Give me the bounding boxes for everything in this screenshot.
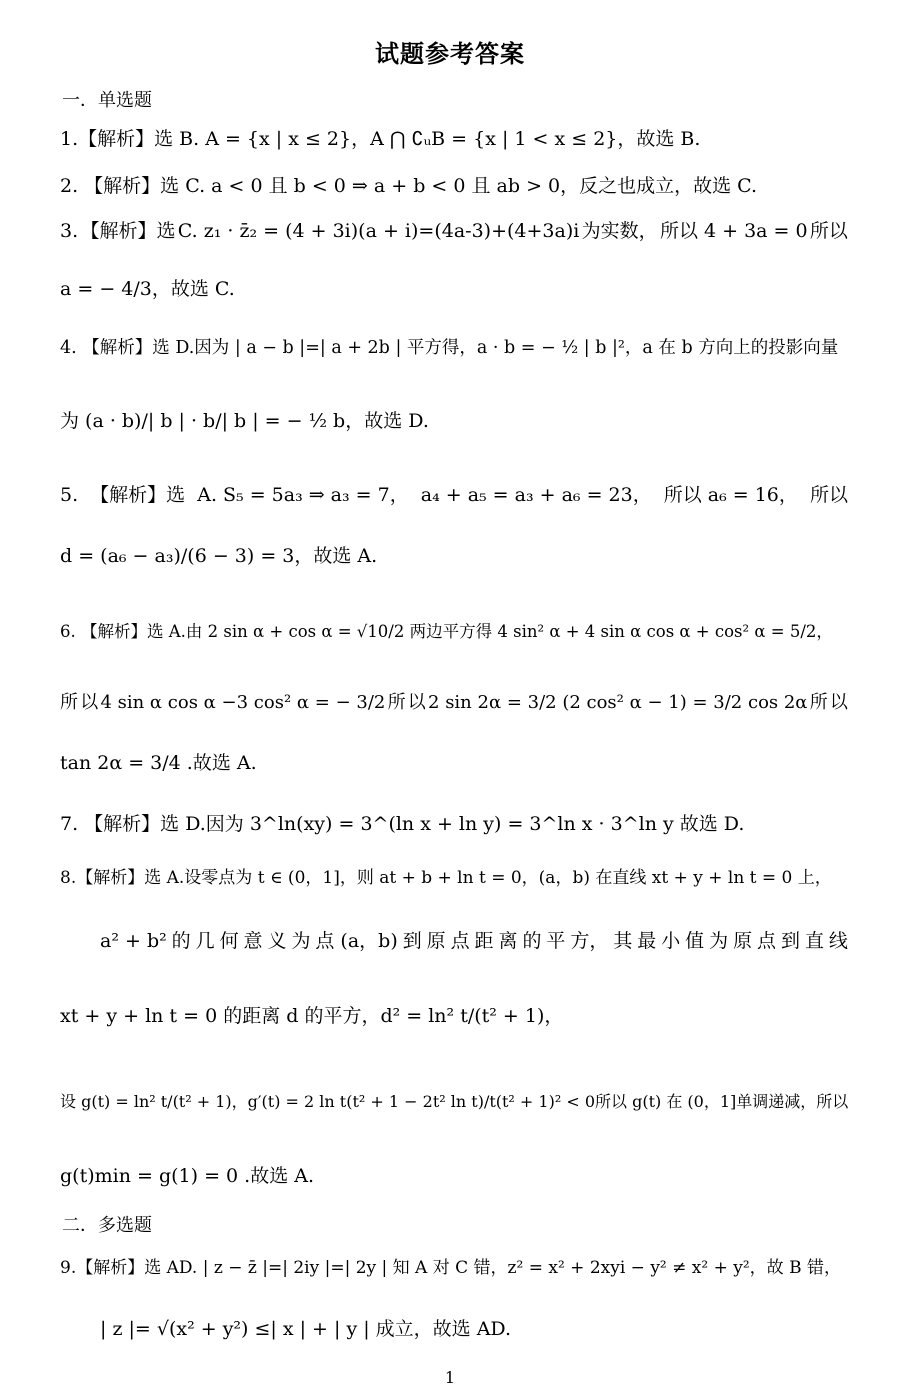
answer-8-seg: 到 [402,930,422,952]
answer-6-seg: 2 sin 2α = 3/2 (2 cos² α − 1) = 3/2 cos 2α [428,692,808,713]
answer-8-seg: 小 [661,930,681,952]
answer-5-line-2: d = (a₆ − a₃)/(6 − 3) = 3，故选 A. [60,545,378,567]
answer-6-seg: 以 [829,692,848,713]
answer-5-seg: 【解析】选 [90,484,186,506]
answer-8-seg: 原 [733,930,753,952]
answer-3-line-1 [60,220,848,243]
answer-6-seg: 所 [60,692,78,713]
section-heading-multiple-choice: 二．多选题 [62,1215,152,1236]
answer-5-seg: 5. [60,484,79,506]
answer-5-seg: A. S₅ = 5a₃ ⇒ a₃ = 7， [197,484,409,506]
answer-8-seg: 意 [243,930,263,952]
section-heading-single-choice: 一．单选题 [62,90,152,111]
answer-6-line-3: tan 2α = 3/4 .故选 A. [60,752,257,774]
answer-8-seg: 距 [474,930,494,952]
answer-8-seg: g′(t) = 2 ln t(t² + 1 − 2t² ln t)/t(t² + 1)² < 0 [247,1092,596,1111]
answer-8-seg: 何 [219,930,239,952]
answer-8-seg: 所以 g(t) 在 (0，1] [595,1092,737,1111]
answer-3-seg: 所以 [809,220,848,242]
answer-8-seg: 点 [450,930,470,952]
answer-5-seg: a₄ + a₅ = a₃ + a₆ = 23， [420,484,652,506]
answer-8-seg: 为 [291,930,311,952]
answer-8-seg: 值 [685,930,705,952]
answer-8-seg: 方， [570,930,609,952]
answer-8-seg: 设 g(t) = ln² t/(t² + 1)， [60,1092,248,1111]
page-number: 1 [444,1368,456,1387]
answer-3-seg: 3. [60,220,79,242]
answer-3-seg: C. z₁ · z̄₂ = (4 + 3i)(a + i)=(4a-3)+(4+3a)i [177,220,580,242]
answer-8-seg: 点 [757,930,777,952]
answer-3-seg: 为实数， [581,220,658,242]
answer-8-seg: 其 [613,930,633,952]
answer-8-seg: 到 [780,930,800,952]
page-title: 试题参考答案 [375,40,525,68]
answer-8-seg: 所以 [816,1092,849,1111]
answer-8-seg: 义 [267,930,287,952]
answer-8-seg: 为 [709,930,729,952]
answer-8-seg: 的 [171,930,191,952]
answer-6-seg: 所 [387,692,406,713]
answer-8-seg: 最 [637,930,657,952]
answer-8-line-4 [60,1092,848,1111]
answer-8-seg: 原 [426,930,446,952]
answer-5-seg: 所以 a₆ = 16， [663,484,798,506]
answer-6-seg: 以 [407,692,426,713]
answer-8-seg: 单调递减， [736,1092,817,1111]
answer-6-line-2 [60,692,848,714]
answer-8-line-3: xt + y + ln t = 0 的距离 d 的平方，d² = ln² t/(t² + 1)， [60,1005,564,1027]
answer-8-line-1: 8.【解析】选 A.设零点为 t ∈ (0，1]，则 at + b + ln t = 0，(a，b) 在直线 xt + y + ln t = 0 上， [60,868,832,888]
answer-7: 7. 【解析】选 D.因为 3^ln(xy) = 3^(ln x + ln y) = 3^ln x · 3^ln y 故选 D. [60,813,745,835]
answer-1: 1.【解析】选 B. A = {x | x ≤ 2}，A ⋂ ∁ᵤB = {x | 1 < x ≤ 2}，故选 B. [60,128,701,150]
answer-8-line-5: g(t)min = g(1) = 0 .故选 A. [60,1165,314,1187]
answer-8-seg: 几 [195,930,215,952]
answer-5-seg: 所以 [809,484,848,506]
answer-3-seg: 所以 4 + 3a = 0 [659,220,808,242]
answer-8-seg: a² + b² [100,930,167,952]
answer-6-line-1: 6. 【解析】选 A.由 2 sin α + cos α = √10/2 两边平方得 4 sin² α + 4 sin α cos α + cos² α = 5/2， [60,622,833,641]
answer-9-line-2: | z |= √(x² + y²) ≤| x | + | y | 成立，故选 AD. [100,1318,512,1340]
answer-4-line-2: 为 (a · b)/| b | · b/| b | = − ½ b，故选 D. [60,410,429,432]
answer-3-seg: 【解析】选 [80,220,176,242]
answer-2: 2. 【解析】选 C. a < 0 且 b < 0 ⇒ a + b < 0 且 ab > 0，反之也成立，故选 C. [60,175,758,197]
answer-8-seg: 线 [828,930,848,952]
answer-8-seg: 离 [498,930,518,952]
answer-9-line-1: 9.【解析】选 AD. | z − z̄ |=| 2iy |=| 2y | 知 A 对 C 错，z² = x² + 2xyi − y² ≠ x² + y²，故 B 错， [60,1258,841,1278]
answer-8-seg: 直 [804,930,824,952]
answer-8-seg: 的 [522,930,542,952]
answer-8-seg: 平 [546,930,566,952]
answer-3-line-2: a = − 4/3，故选 C. [60,278,235,300]
answer-6-seg: 所 [809,692,828,713]
answer-8-seg: 点 (a，b) [315,930,398,952]
answer-6-seg: 4 sin α cos α −3 cos² α = − 3/2 [100,692,386,713]
answer-5-line-1 [60,484,848,507]
answer-4-line-1: 4. 【解析】选 D.因为 | a − b |=| a + 2b | 平方得，a · b = − ½ | b |²，a 在 b 方向上的投影向量 [60,338,839,358]
answer-8-line-2 [100,930,848,953]
answer-6-seg: 以 [80,692,99,713]
